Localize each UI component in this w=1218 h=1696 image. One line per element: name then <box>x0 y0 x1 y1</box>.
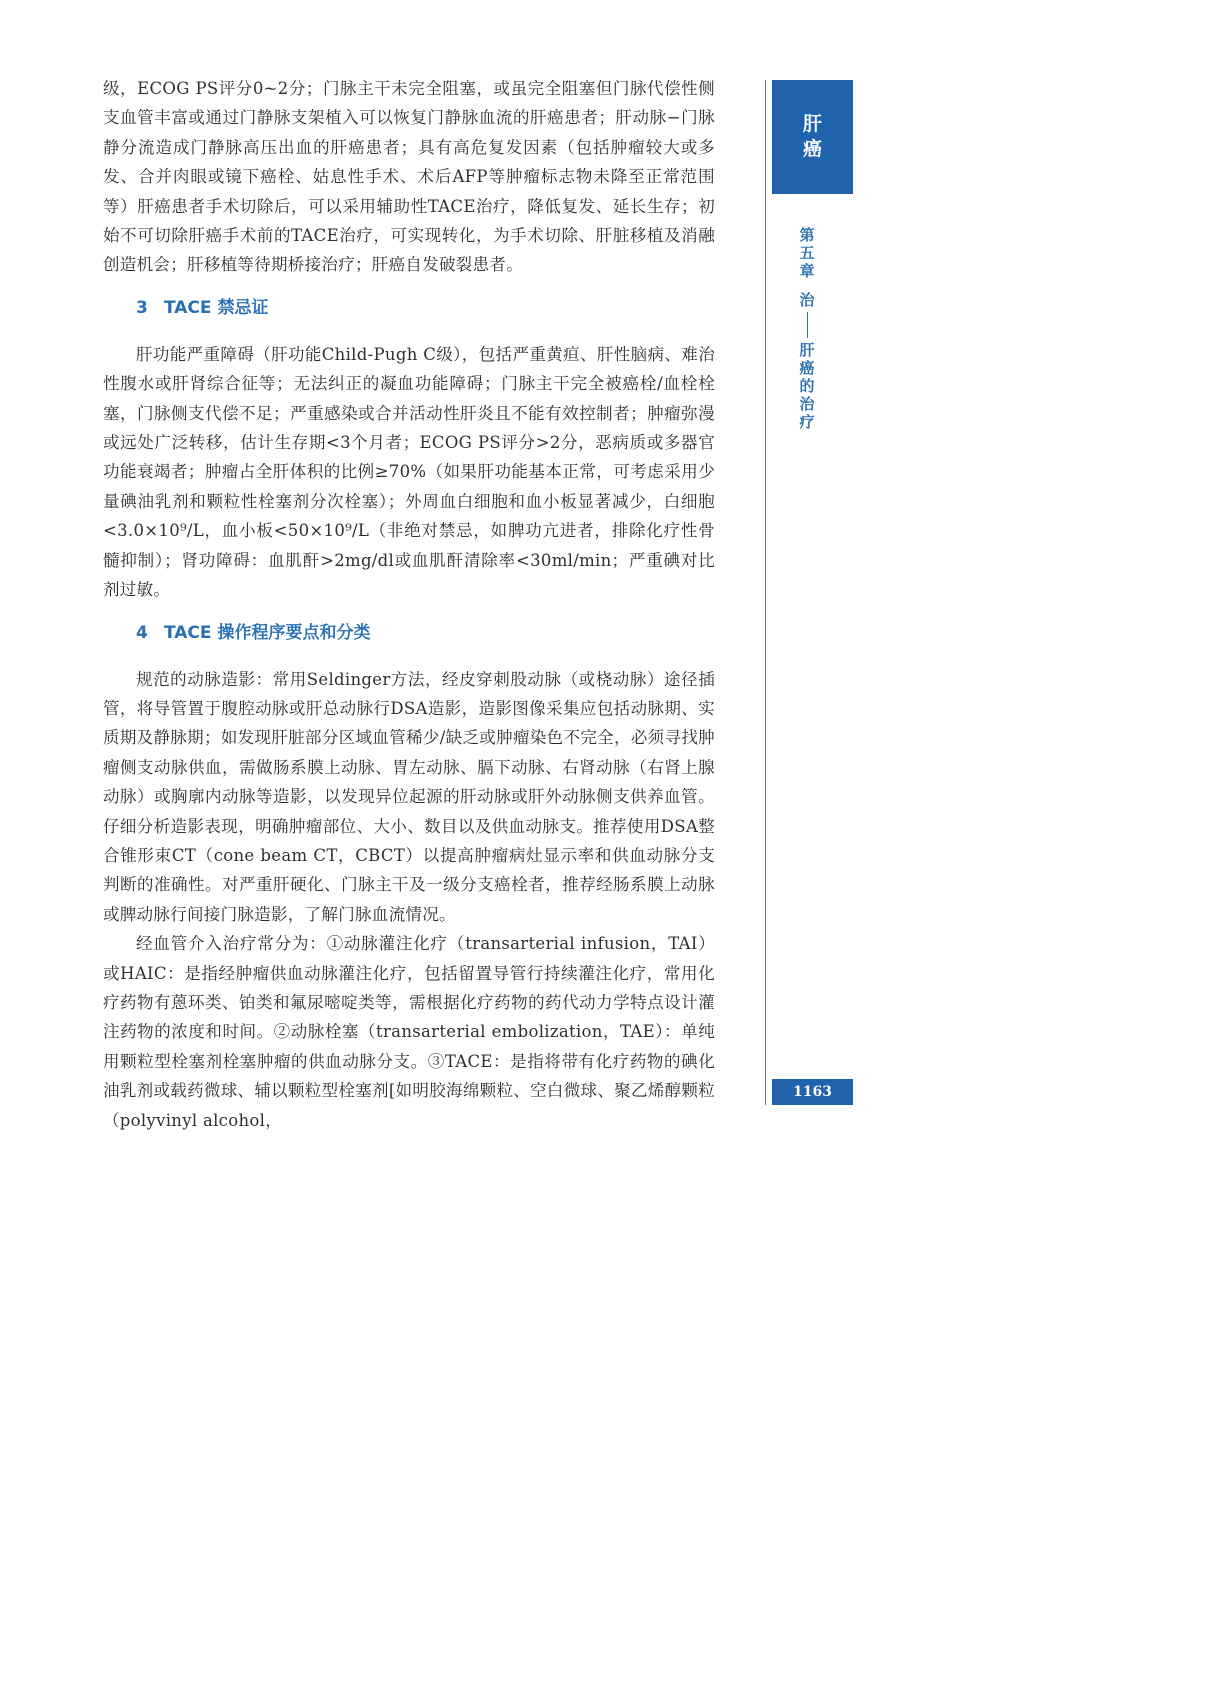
chapter-tab-char: 肝 <box>802 113 822 135</box>
running-chapter-title <box>796 226 818 431</box>
page-number: 1163 <box>772 1079 853 1105</box>
chapter-label: 第五章 <box>799 226 815 280</box>
body-paragraph-contraindications: 肝功能严重障碍（肝功能Child-Pugh C级），包括严重黄疸、肝性脑病、难治性腹水或肝肾综合征等；无法纠正的凝血功能障碍；门脉主干完全被癌栓/血栓栓塞，门脉侧支代偿不足；严重感染或合并活动性肝炎且不能有效控制者；肿瘤弥漫或远处广泛转移，估计生存期<3个月者；ECOG PS评分>2分，恶病质或多器官功能衰竭者；肿瘤占全肝体积的比例≥70%（如果肝功能基本正常，可考虑采用少量碘油乳剂和颗粒性栓塞剂分次栓塞）；外周血白细胞和血小板显著减少，白细胞<3.0×10⁹/L，血小板<50×10⁹/L（非绝对禁忌，如脾功亢进者，排除化疗性骨髓抑制）；肾功障碍：血肌酐>2mg/dl或血肌酐清除率<30ml/min；严重碘对比剂过敏。 <box>103 344 715 600</box>
body-paragraph-angiography: 规范的动脉造影：常用Seldinger方法，经皮穿刺股动脉（或桡动脉）途径插管，将导管置于腹腔动脉或肝总动脉行DSA造影，造影图像采集应包括动脉期、实质期及静脉期；如发现肝脏部分区域血管稀少/缺乏或肿瘤染色不完全，必须寻找肿瘤侧支动脉供血，需做肠系膜上动脉、胃左动脉、膈下动脉、右肾动脉（右肾上腺动脉）或胸廓内动脉等造影，以发现异位起源的肝动脉或肝外动脉侧支供养血管。仔细分析造影表现，明确肿瘤部位、大小、数目以及供血动脉支。推荐使用DSA整合锥形束CT（cone beam CT，CBCT）以提高肿瘤病灶显示率和供血动脉分支判断的准确性。对严重肝硬化、门脉主干及一级分支癌栓者，推荐经肠系膜上动脉或脾动脉行间接门脉造影，了解门脉血流情况。 <box>103 669 715 924</box>
section-number: 4 <box>136 622 148 643</box>
body-paragraph-classification: 经血管介入治疗常分为：①动脉灌注化疗（transarterial infusion，TAI）或HAIC：是指经肿瘤供血动脉灌注化疗，包括留置导管行持续灌注化疗，常用化疗药物有蒽环类、铂类和氟尿嘧啶类等，需根据化疗药物的药代动力学特点设计灌注药物的浓度和时间。②动脉栓塞（transarterial embolization，TAE）：单纯用颗粒型栓塞剂栓塞肿瘤的供血动脉分支。③TACE：是指将带有化疗药物的碘化油乳剂或载药微球、辅以颗粒型栓塞剂[如明胶海绵颗粒、空白微球、聚乙烯醇颗粒（polyvinyl alcohol， <box>103 934 715 1130</box>
section-title: TACE 操作程序要点和分类 <box>164 622 371 643</box>
chapter-subject: 肝癌的治疗 <box>799 341 815 431</box>
section-heading-contraindications <box>103 295 715 321</box>
margin-divider <box>765 80 766 1105</box>
chapter-tab-char: 癌 <box>802 138 822 160</box>
chapter-topic: 治 <box>799 291 815 309</box>
section-title: TACE 禁忌证 <box>164 297 269 318</box>
section-number: 3 <box>136 297 148 318</box>
chapter-tab <box>772 80 853 194</box>
section-heading-procedure <box>103 620 715 646</box>
title-dash <box>807 312 808 338</box>
body-paragraph-continued: 级，ECOG PS评分0~2分；门脉主干未完全阻塞，或虽完全阻塞但门脉代偿性侧支血管丰富或通过门静脉支架植入可以恢复门静脉血流的肝癌患者；肝动脉−门脉静分流造成门静脉高压出血的肝癌患者；具有高危复发因素（包括肿瘤较大或多发、合并肉眼或镜下癌栓、姑息性手术、术后AFP等肿瘤标志物未降至正常范围等）肝癌患者手术切除后，可以采用辅助性TACE治疗，降低复发、延长生存；初始不可切除肝癌手术前的TACE治疗，可实现转化，为手术切除、肝脏移植及消融创造机会；肝移植等待期桥接治疗；肝癌自发破裂患者。 <box>103 79 715 275</box>
main-text-column <box>103 74 715 1135</box>
